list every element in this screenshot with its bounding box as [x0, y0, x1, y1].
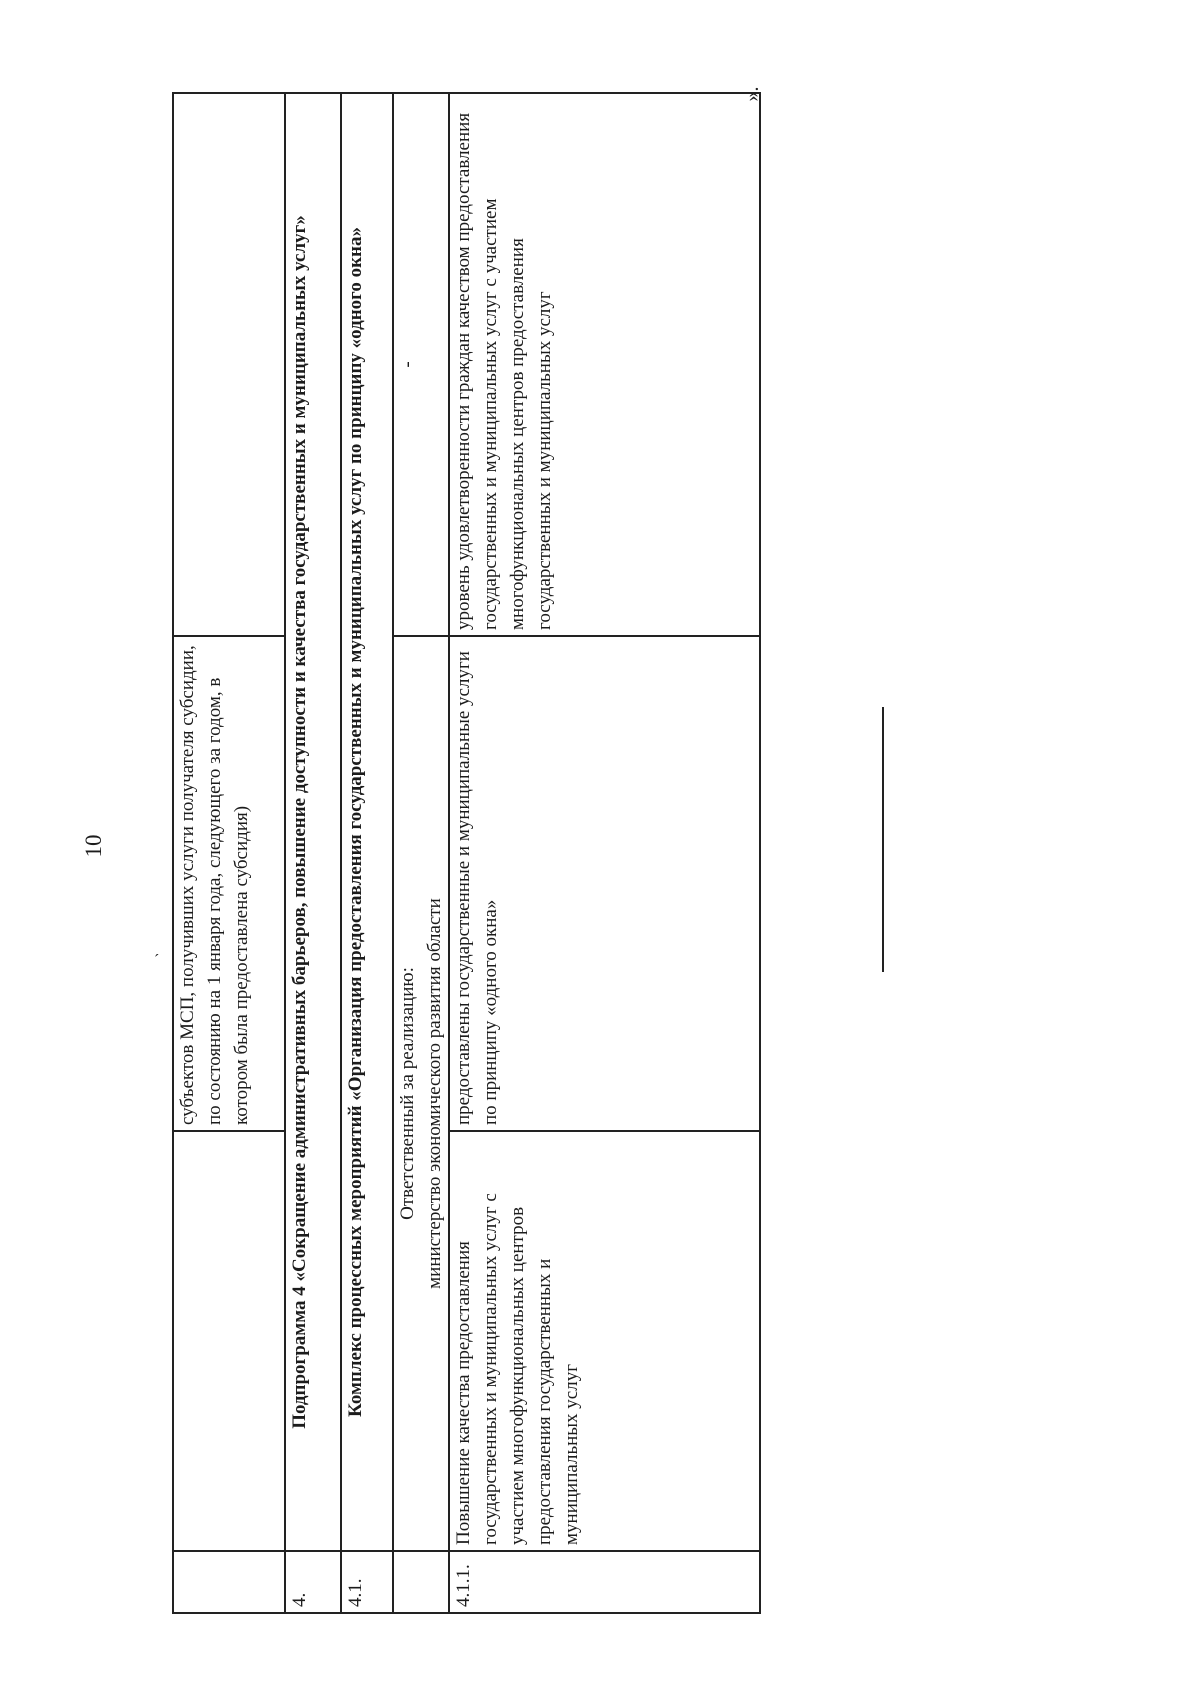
responsible-cell	[393, 636, 449, 1551]
measure-result: предоставлены государственные и муниципальные услуги по принципу «одного окна»	[449, 636, 760, 1131]
responsible-value: министерство экономического развития области	[424, 898, 445, 1289]
table-row-measure	[449, 93, 760, 1613]
page-number: 10	[81, 834, 106, 858]
cell-empty	[173, 1131, 285, 1551]
table-row-top	[173, 93, 285, 1613]
subprogram-title: Подпрограмма 4 «Сокращение административных барьеров, повышение доступности и качества государственных и муниципальных услуг»	[285, 93, 341, 1551]
responsible-dash: -	[393, 93, 449, 636]
table-row-complex	[341, 93, 393, 1613]
responsible-label: Ответственный за реализацию:	[397, 967, 418, 1220]
program-table	[172, 92, 761, 1614]
measure-indicator: уровень удовлетворенности граждан качеством предоставления государственных и муниципальных услуг с участием многофункциональных центров предоставления государственных и муниципальных услуг	[449, 93, 760, 636]
cell-continued-text: субъектов МСП, получивших услуги получателя субсидии, по состоянию на 1 января года, следующего за годом, в котором была предоставлена субсидия)	[173, 636, 285, 1131]
measure-task: Повышение качества предоставления государственных и муниципальных услуг с участием многофункциональных центров предоставления государственных и муниципальных услуг	[449, 1131, 760, 1551]
table-row-subprogram	[285, 93, 341, 1613]
complex-title: Комплекс процессных мероприятий «Организация предоставления государственных и муниципальных услуг по принципу «одного окна»	[341, 93, 393, 1551]
cell-num	[393, 1551, 449, 1613]
cell-num: 4.1.	[341, 1551, 393, 1613]
footnote-divider	[882, 707, 884, 972]
cell-empty	[173, 93, 285, 636]
cell-num	[173, 1551, 285, 1613]
rotated-table-sheet	[172, 94, 757, 1614]
tick-mark: ˊ	[154, 952, 160, 969]
cell-num: 4.	[285, 1551, 341, 1613]
table-row-responsible	[393, 93, 449, 1613]
cell-num: 4.1.1.	[449, 1551, 760, 1613]
closing-quote: ».	[741, 86, 763, 102]
